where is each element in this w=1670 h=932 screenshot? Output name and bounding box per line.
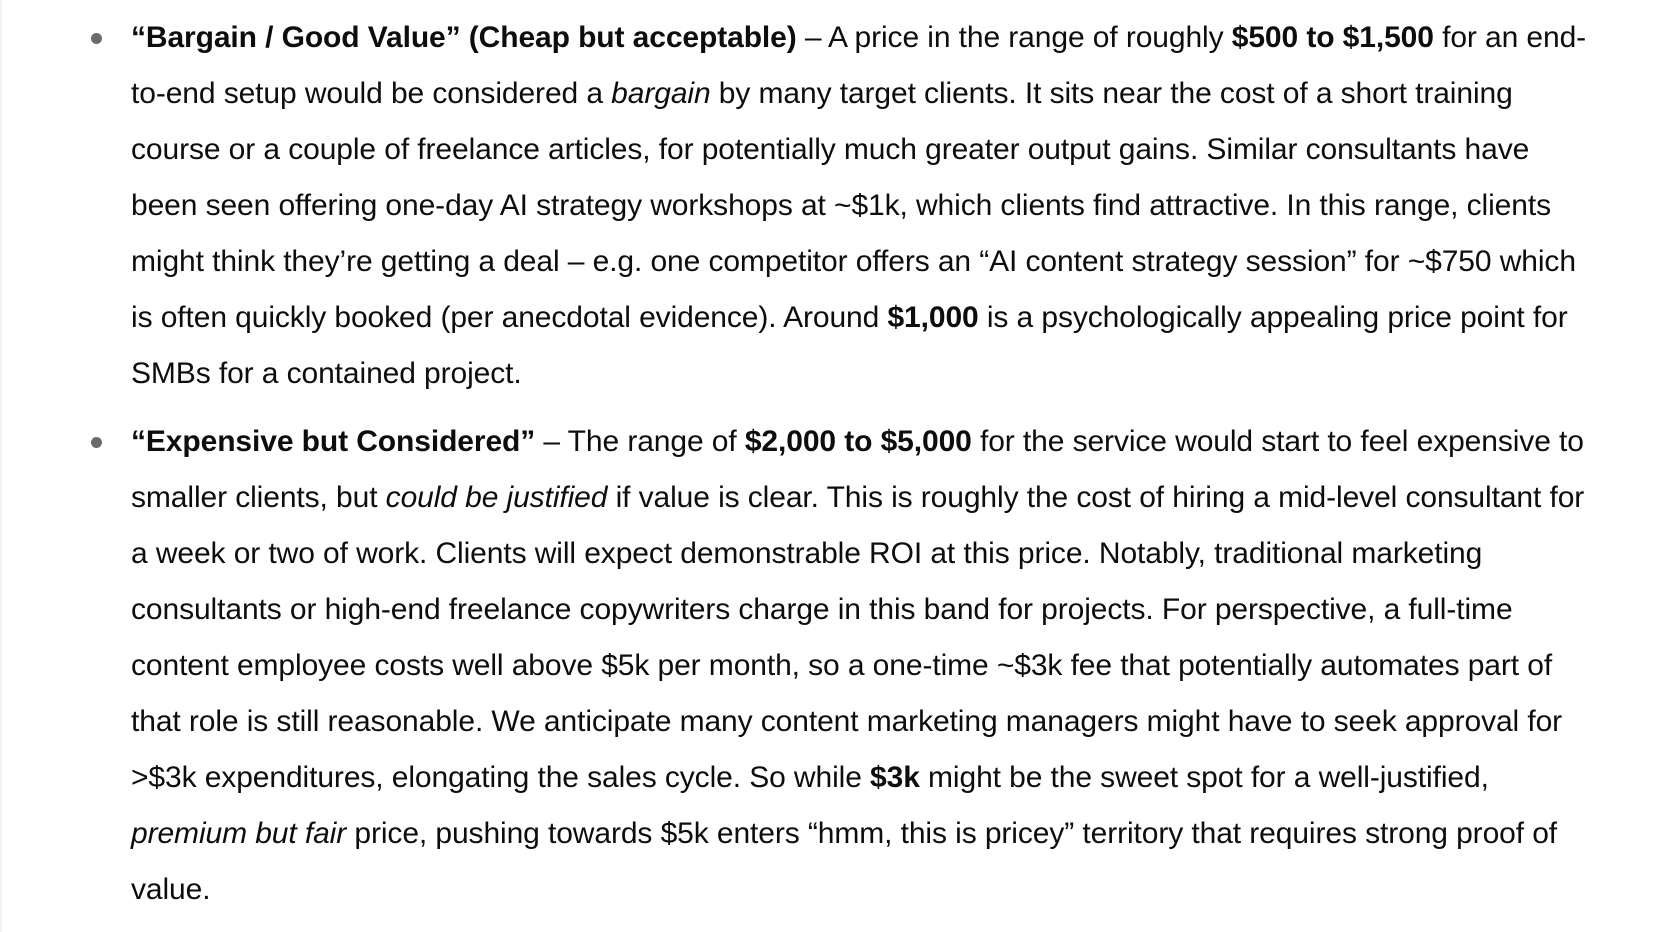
- list-item-text: [131, 414, 1600, 918]
- emphasis: bargain: [611, 77, 711, 110]
- price-range: $2,000 to $5,000: [744, 425, 972, 458]
- emphasis: could be justified: [385, 481, 608, 514]
- text-run: is a psychologically appealing price point for SMBs for a contained project.: [131, 301, 1568, 390]
- list-item-expensive-tier: [0, 414, 1670, 918]
- pricing-tier-list: [0, 10, 1670, 918]
- emphasis: premium but fair: [131, 817, 347, 850]
- text-run: price, pushing towards $5k enters “hmm, this is pricey” territory that requires strong proof of value.: [131, 817, 1558, 906]
- text-run: – The range of: [535, 425, 745, 458]
- text-run: – A price in the range of roughly: [796, 21, 1232, 54]
- tier-title: “Bargain / Good Value” (Cheap but acceptable): [131, 21, 797, 54]
- tier-title: “Expensive but Considered”: [131, 425, 536, 458]
- text-run: by many target clients. It sits near the cost of a short training course or a couple of freelance articles, for potentially much greater output gains. Similar consultants have been seen offering one-day AI strategy workshops at ~$1k, which clients find attractive. In this range, clients might think they’re getting a deal – e.g. one competitor offers an “AI content strategy session” for ~$750 which is often quickly booked (per anecdotal evidence). Around: [131, 77, 1576, 334]
- price-point: $1,000: [887, 301, 979, 334]
- text-run: if value is clear. This is roughly the cost of hiring a mid-level consultant for a week or two of work. Clients will expect demonstrable ROI at this price. Notably, traditional marketing consultants or high-end freelance copywriters charge in this band for projects. For perspective, a full-time content employee costs well above $5k per month, so a one-time ~$3k fee that potentially automates part of that role is still reasonable. We anticipate many content marketing managers might have to seek approval for >$3k expenditures, elongating the sales cycle. So while: [131, 481, 1585, 794]
- bullet-icon: [91, 33, 102, 44]
- text-run: for the service would start to feel expensive to smaller clients, but: [131, 425, 1584, 514]
- bullet-icon: [91, 437, 102, 448]
- list-item-bargain-tier: [0, 10, 1670, 402]
- price-range: $500 to $1,500: [1231, 21, 1434, 54]
- list-item-text: [131, 10, 1600, 402]
- text-run: might be the sweet spot for a well-justified,: [919, 761, 1489, 794]
- price-point: $3k: [870, 761, 920, 794]
- text-run: for an end-to-end setup would be considered a: [131, 21, 1587, 110]
